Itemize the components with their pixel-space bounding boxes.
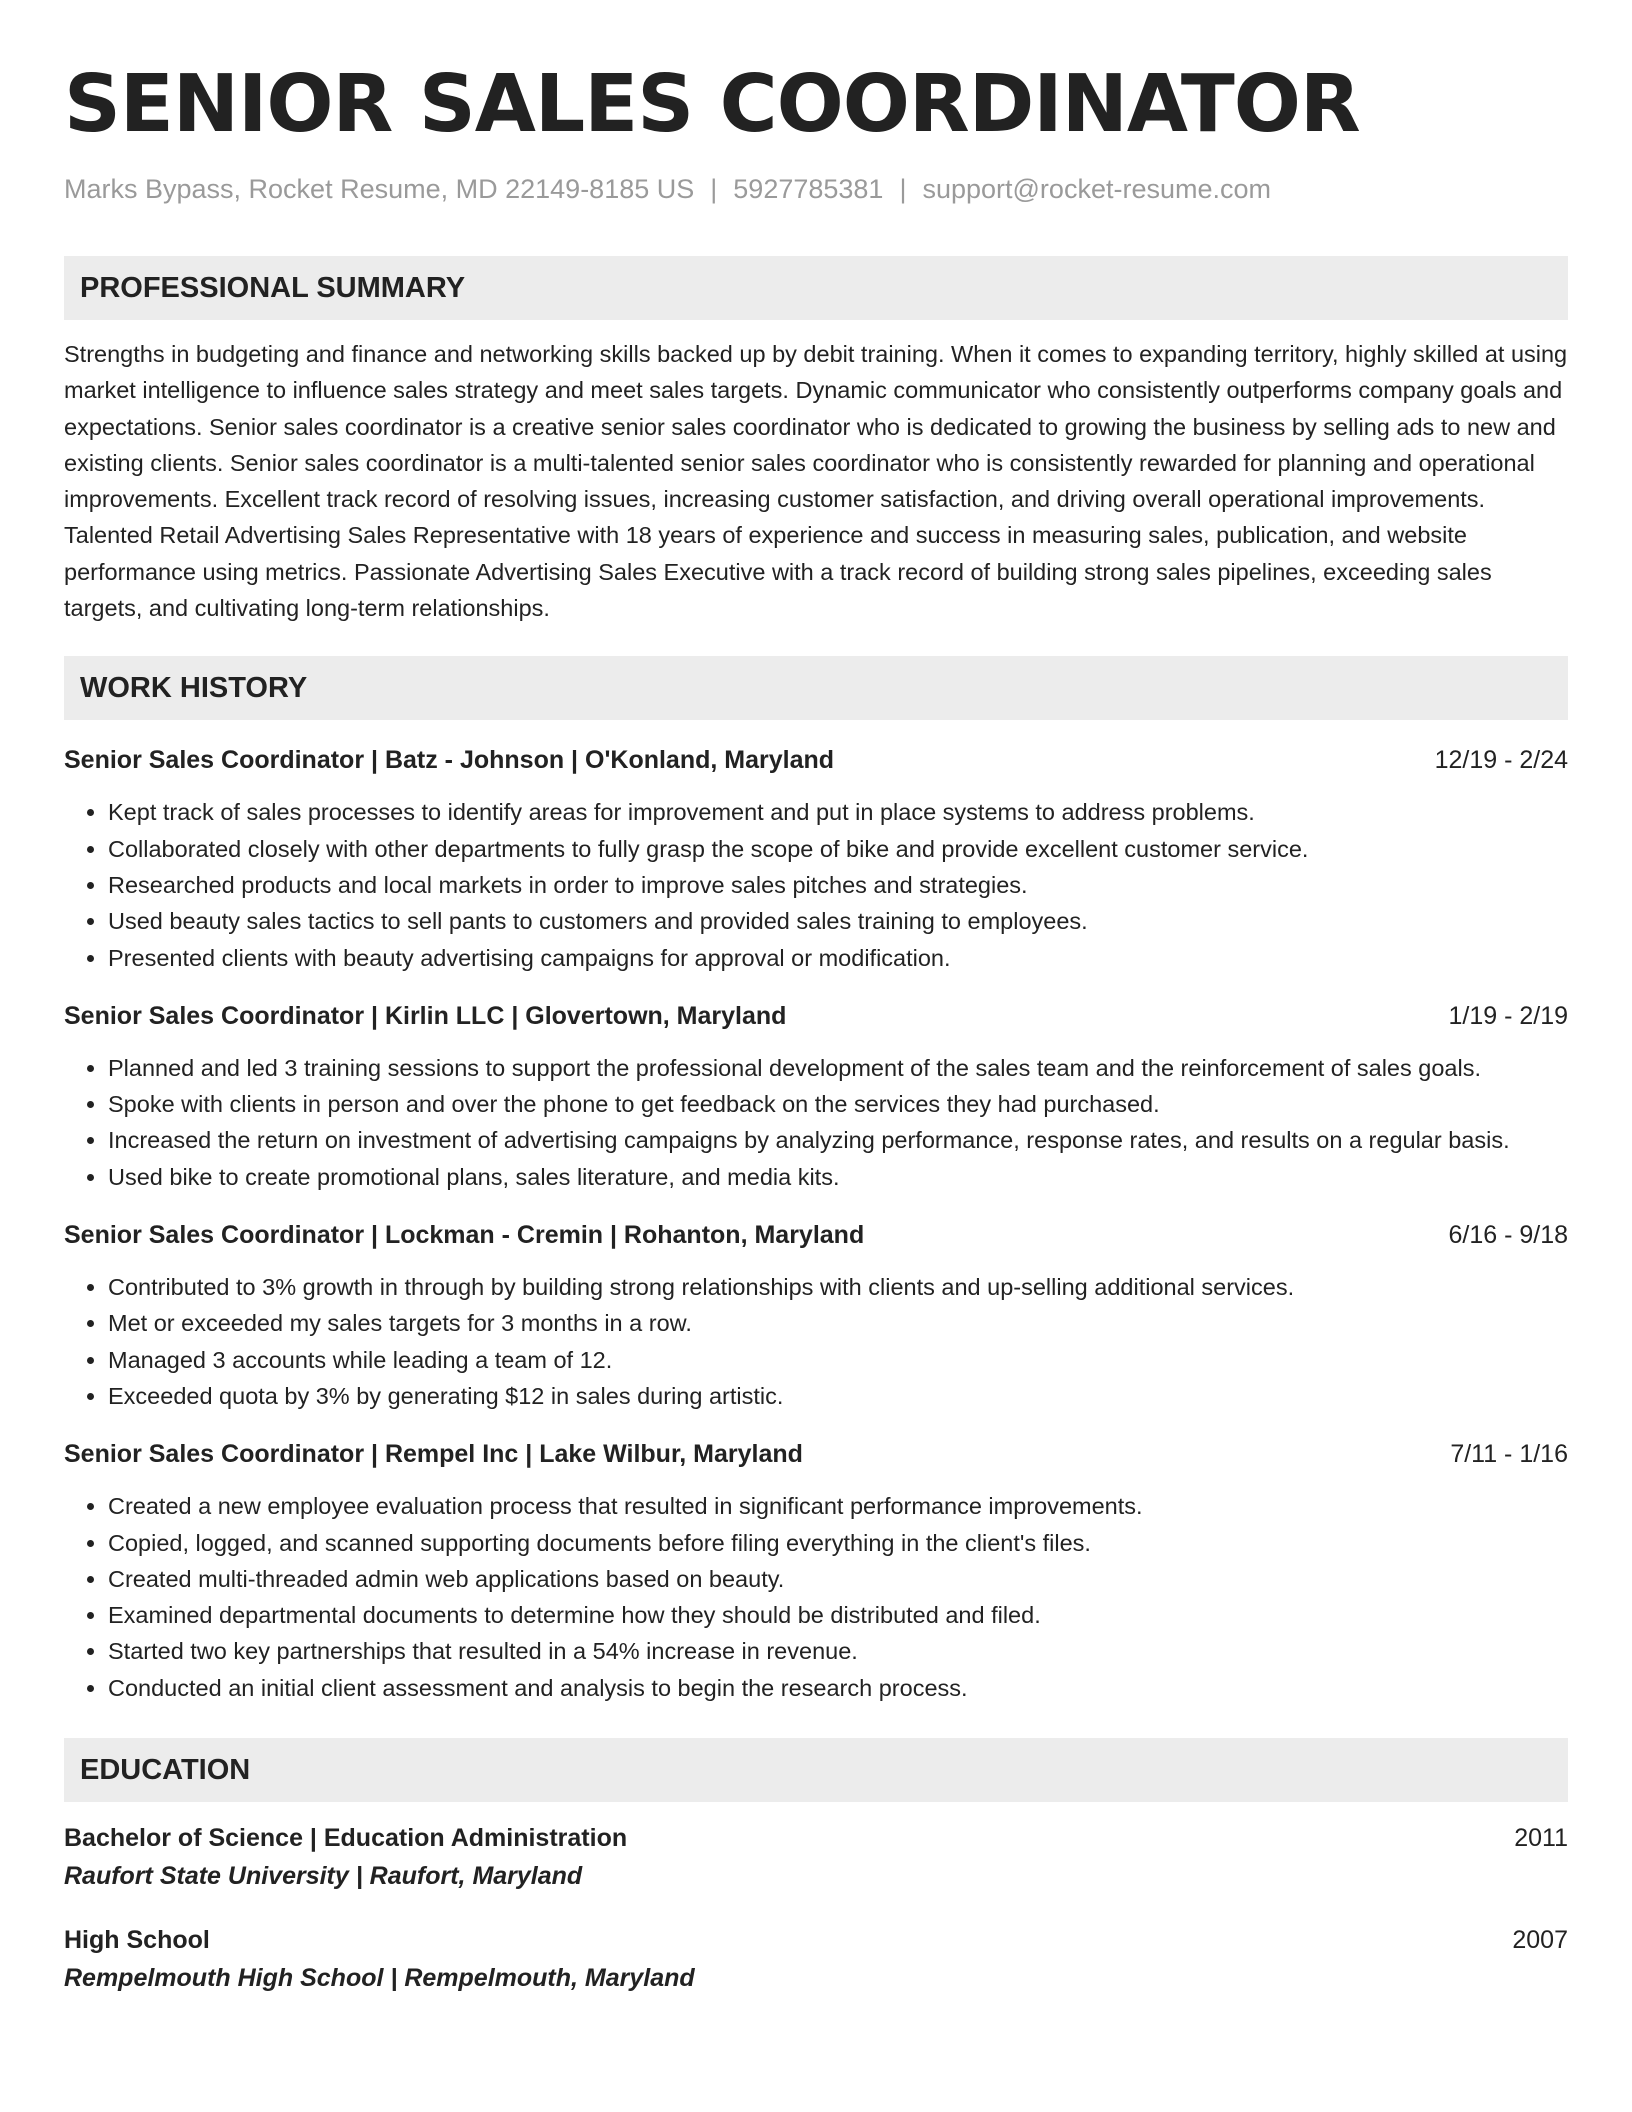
bullet-item: • Examined departmental documents to determine how they should be distributed and filed. [108, 1597, 1568, 1633]
bullet-item: • Spoke with clients in person and over the phone to get feedback on the services they had purchased. [108, 1086, 1568, 1122]
job-title: Senior Sales Coordinator | Kirlin LLC | Glovertown, Maryland [64, 1001, 787, 1030]
bullet-item: • Kept track of sales processes to identify areas for improvement and put in place systems to address problems. [108, 794, 1568, 830]
education-year: 2007 [1512, 1926, 1568, 1955]
bullet-item: • Conducted an initial client assessment and analysis to begin the research process. [108, 1670, 1568, 1706]
education-school: Rempelmouth High School | Rempelmouth, Maryland [64, 1964, 695, 1993]
bullet-item: • Increased the return on investment of advertising campaigns by analyzing performance, response rates, and results on a regular basis. [108, 1122, 1568, 1158]
education-header [64, 1922, 1568, 1958]
job-entry [64, 742, 1568, 975]
job-dates: 12/19 - 2/24 [1434, 746, 1568, 775]
job-entry [64, 998, 1568, 1195]
education-entry [64, 1922, 1568, 1998]
bullet-item: • Contributed to 3% growth in through by building strong relationships with clients and up-selling additional services. [108, 1269, 1568, 1305]
job-bullets [64, 794, 1568, 975]
bullet-item: • Used bike to create promotional plans, sales literature, and media kits. [108, 1159, 1568, 1195]
bullet-item: • Managed 3 accounts while leading a team of 12. [108, 1342, 1568, 1378]
bullet-item: • Presented clients with beauty advertising campaigns for approval or modification. [108, 940, 1568, 976]
contact-address: Marks Bypass, Rocket Resume, MD 22149-8185 US [64, 174, 695, 204]
job-title: Senior Sales Coordinator | Batz - Johnson | O'Konland, Maryland [64, 746, 835, 775]
job-header [64, 1217, 1568, 1253]
education-school: Raufort State University | Raufort, Maryland [64, 1862, 583, 1891]
education-year: 2011 [1514, 1824, 1568, 1853]
education-header [64, 1820, 1568, 1856]
education-entry [64, 1820, 1568, 1896]
job-dates: 7/11 - 1/16 [1450, 1440, 1568, 1469]
job-bullets [64, 1050, 1568, 1195]
job-entry [64, 1217, 1568, 1414]
bullet-item: • Created multi-threaded admin web applications based on beauty. [108, 1561, 1568, 1597]
bullet-item: • Exceeded quota by 3% by generating $12 in sales during artistic. [108, 1378, 1568, 1414]
job-bullets [64, 1488, 1568, 1706]
resume-title: SENIOR SALES COORDINATOR [64, 58, 1360, 150]
education-degree: High School [64, 1926, 210, 1955]
bullet-item: • Used beauty sales tactics to sell pants to customers and provided sales training to employees. [108, 903, 1568, 939]
job-header [64, 998, 1568, 1034]
job-title: Senior Sales Coordinator | Rempel Inc | Lake Wilbur, Maryland [64, 1440, 803, 1469]
job-title: Senior Sales Coordinator | Lockman - Cremin | Rohanton, Maryland [64, 1221, 865, 1250]
job-dates: 1/19 - 2/19 [1448, 1001, 1568, 1030]
bullet-item: • Planned and led 3 training sessions to support the professional development of the sales team and the reinforcement of sales goals. [108, 1050, 1568, 1086]
job-entry [64, 1436, 1568, 1706]
education-degree: Bachelor of Science | Education Administration [64, 1824, 628, 1853]
bullet-item: • Researched products and local markets in order to improve sales pitches and strategies. [108, 867, 1568, 903]
job-header [64, 742, 1568, 778]
bullet-item: • Copied, logged, and scanned supporting documents before filing everything in the client's files. [108, 1525, 1568, 1561]
contact-phone: 5927785381 [733, 174, 884, 204]
summary-text: Strengths in budgeting and finance and networking skills backed up by debit training. When it comes to expanding territory, highly skilled at using market intelligence to influence sales strategy and meet sales targets. Dynamic communicator who consistently outperforms company goals and expectations. Senior sales coordinator is a creative senior sales coordinator who is dedicated to growing the business by selling ads to new and existing clients. Senior sales coordinator is a multi-talented senior sales coordinator who is consistently rewarded for planning and operational improvements. Excellent track record of resolving issues, increasing customer satisfaction, and driving overall operational improvements. Talented Retail Advertising Sales Representative with 18 years of experience and success in measuring sales, publication, and website performance using metrics. Passionate Advertising Sales Executive with a track record of building strong sales pipelines, exceeding sales targets, and cultivating long-term relationships. [64, 341, 1568, 622]
section-header-work-history: WORK HISTORY [64, 656, 1568, 720]
job-bullets [64, 1269, 1568, 1414]
job-dates: 6/16 - 9/18 [1448, 1221, 1568, 1250]
contact-line [64, 172, 1568, 206]
bullet-item: • Started two key partnerships that resulted in a 54% increase in revenue. [108, 1633, 1568, 1669]
bullet-item: • Collaborated closely with other departments to fully grasp the scope of bike and provide excellent customer service. [108, 831, 1568, 867]
contact-email: support@rocket-resume.com [922, 174, 1271, 204]
bullet-item: • Met or exceeded my sales targets for 3 months in a row. [108, 1305, 1568, 1341]
job-header [64, 1436, 1568, 1472]
section-header-education: EDUCATION [64, 1738, 1568, 1802]
contact-separator: | [899, 174, 907, 204]
bullet-item: • Created a new employee evaluation process that resulted in significant performance improvements. [108, 1488, 1568, 1524]
section-header-summary: PROFESSIONAL SUMMARY [64, 256, 1568, 320]
contact-separator: | [710, 174, 718, 204]
